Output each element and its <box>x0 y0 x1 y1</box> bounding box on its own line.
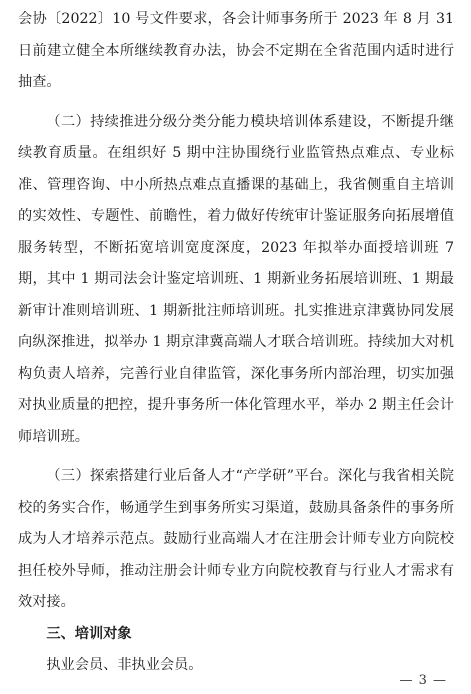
page-number: — 3 — <box>399 673 447 688</box>
document-page <box>18 4 454 682</box>
paragraph-section-2: （二）持续推进分级分类分能力模块培训体系建设，不断提升继续教育质量。在组织好 5 期中注协围绕行业监管热点难点、专业标准、管理咨询、中小所热点难点直播课的基础上，我省侧重自主培训的实效性、专题性、前瞻性，着力做好传统审计鉴证服务向拓展增值服务转型，不断拓宽培训宽度深度，2023 年拟举办面授培训班 7 期，其中 1 期司法会计鉴定培训班、1 期新业务拓展培训班、1 期最新审计准则培训班、1 期新批注师培训班。扎实推进京津冀协同发展向纵深推进，拟举办 1 期京津冀高端人才联合培训班。持续加大对机构负责人培养，完善行业自律监管，深化事务所内部治理，切实加强对执业质量的把控，提升事务所一体化管理水平，举办 2 期主任会计师培训班。 <box>18 113 454 445</box>
paragraph-continued: 会协〔2022〕10 号文件要求，各会计师事务所于 2023 年 8 月 31 日前建立健全本所继续教育办法，协会不定期在全省范围内适时进行抽查。 <box>18 11 454 90</box>
section-heading-training-targets: 三、培训对象 <box>46 625 132 642</box>
paragraph-training-targets: 执业会员、非执业会员。 <box>46 657 203 673</box>
paragraph-gap <box>18 99 454 107</box>
paragraph-section-3: （三）探索搭建行业后备人才“产学研”平台。深化与我省相关院校的务实合作，畅通学生到事务所实习渠道，鼓励具备条件的事务所成为人才培养示范点。鼓励行业高端人才在注册会计师专业方向院校担任校外导师，推动注册会计师专业方向院校教育与行业人才需求有效对接。 <box>18 468 454 610</box>
paragraph-gap <box>18 453 454 461</box>
